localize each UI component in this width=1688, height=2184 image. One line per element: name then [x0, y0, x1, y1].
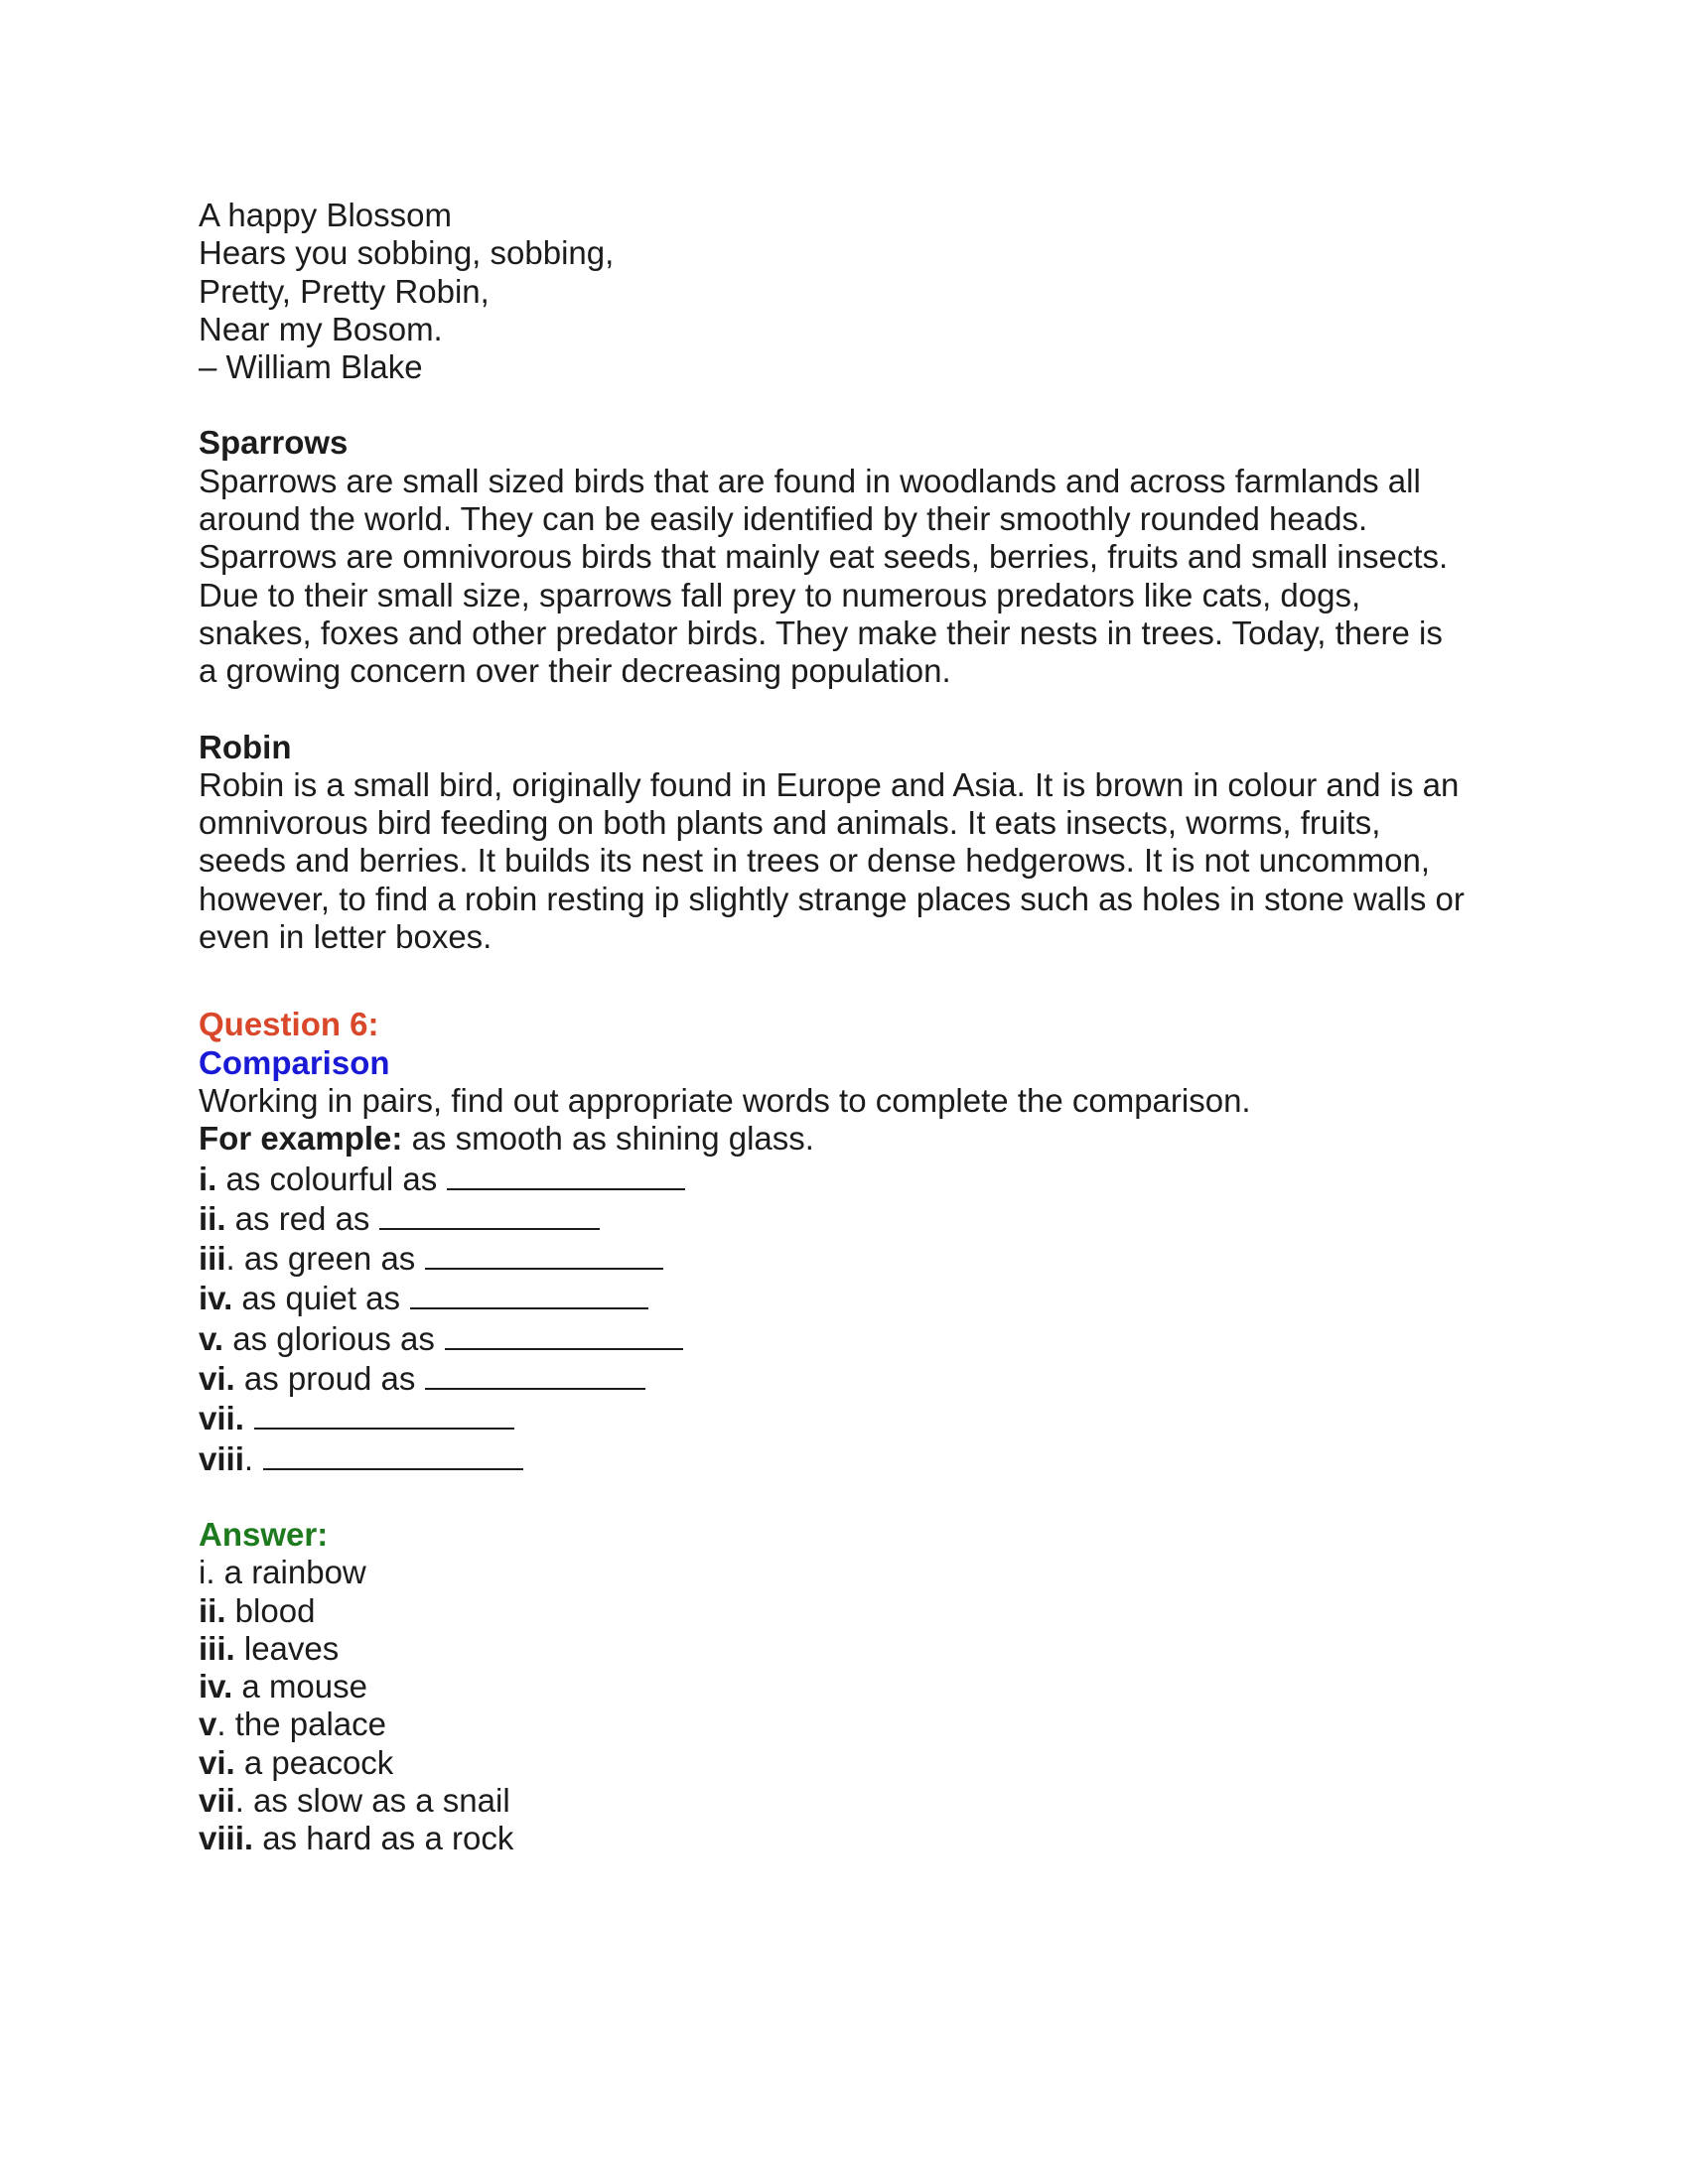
poem: [199, 197, 1509, 386]
question-item: [199, 1358, 1509, 1398]
answer-item: [199, 1630, 1509, 1668]
answer-blank[interactable]: [379, 1198, 600, 1230]
document-page: [199, 197, 1509, 1858]
paragraph-line: even in letter boxes.: [199, 918, 492, 956]
poem-line: A happy Blossom: [199, 197, 452, 233]
paragraph-line: Sparrows are omnivorous birds that mainly eat seeds, berries, fruits and small insects.: [199, 538, 1449, 576]
item-text: as quiet as: [232, 1280, 401, 1317]
answer-item: [199, 1744, 1509, 1782]
item-text: as colourful as: [216, 1160, 438, 1197]
question-item: [199, 1278, 1509, 1317]
item-number: vi.: [199, 1743, 235, 1781]
answer-blank[interactable]: [263, 1438, 523, 1470]
item-text: blood: [225, 1591, 316, 1629]
question-title: Comparison: [199, 1043, 390, 1081]
answer-item: [199, 1782, 1509, 1820]
question-item: [199, 1198, 1509, 1238]
item-text: as glorious as: [223, 1319, 435, 1357]
spacer: [199, 1478, 1509, 1516]
item-number: vi.: [199, 1360, 235, 1398]
answer-item: [199, 1668, 1509, 1706]
example-text: as smooth as shining glass.: [402, 1120, 814, 1158]
question-item: [199, 1398, 1509, 1437]
paragraph-line: however, to find a robin resting ip slightly strange places such as holes in stone walls or: [199, 880, 1465, 917]
paragraph-line: omnivorous bird feeding on both plants and animals. It eats insects, worms, fruits,: [199, 804, 1381, 842]
answer-blank[interactable]: [410, 1278, 648, 1309]
item-text: leaves: [234, 1629, 340, 1667]
item-number: vii.: [199, 1400, 244, 1437]
question-item: [199, 1318, 1509, 1358]
paragraph-line: seeds and berries. It builds its nest in trees or dense hedgerows. It is not uncommon,: [199, 842, 1430, 880]
item-text: a peacock: [234, 1743, 394, 1781]
item-text: as hard as a rock: [253, 1820, 514, 1857]
question-instruction: Working in pairs, find out appropriate words to complete the comparison.: [199, 1081, 1251, 1119]
answer-blank[interactable]: [447, 1159, 685, 1190]
question-item: [199, 1159, 1509, 1198]
poem-line: Hears you sobbing, sobbing,: [199, 234, 615, 272]
answer-blank[interactable]: [254, 1398, 514, 1430]
question-item: [199, 1238, 1509, 1278]
answer-blank[interactable]: [425, 1238, 663, 1270]
poem-attribution: – William Blake: [199, 348, 423, 386]
section-heading: Sparrows: [199, 424, 349, 462]
item-number: ii.: [199, 1199, 226, 1237]
example-line: [199, 1120, 1509, 1158]
item-number: iii.: [199, 1629, 235, 1667]
paragraph-line: snakes, foxes and other predator birds. They make their nests in trees. Today, there is: [199, 614, 1443, 651]
item-text: . as slow as a snail: [234, 1781, 510, 1819]
item-text: . the palace: [216, 1706, 386, 1743]
item-number: iv.: [199, 1668, 233, 1706]
item-text: i. a rainbow: [199, 1554, 366, 1591]
item-number: v.: [199, 1319, 224, 1357]
item-number: iii: [199, 1240, 226, 1278]
item-text: as red as: [225, 1199, 370, 1237]
paragraph-line: Robin is a small bird, originally found in Europe and Asia. It is brown in colour and is an: [199, 765, 1460, 803]
paragraph-line: Due to their small size, sparrows fall prey to numerous predators like cats, dogs,: [199, 576, 1361, 614]
item-number: ii.: [199, 1591, 226, 1629]
item-text: . as green as: [225, 1240, 416, 1278]
item-text: .: [243, 1439, 254, 1477]
answer-item: [199, 1820, 1509, 1857]
poem-line: Near my Bosom.: [199, 310, 443, 347]
item-text: a mouse: [232, 1668, 367, 1706]
item-number: v: [199, 1706, 217, 1743]
spacer: [199, 386, 1509, 424]
spacer: [199, 691, 1509, 729]
poem-line: Pretty, Pretty Robin,: [199, 272, 490, 310]
question-item: [199, 1438, 1509, 1478]
answer-item: [199, 1706, 1509, 1743]
question-section: [199, 1006, 1509, 1478]
answer-blank[interactable]: [425, 1358, 645, 1390]
answer-item: [199, 1592, 1509, 1630]
question-label: Question 6:: [199, 1006, 379, 1043]
item-text: as proud as: [234, 1360, 416, 1398]
item-number: i.: [199, 1160, 217, 1197]
sparrows-section: [199, 424, 1509, 690]
item-number: viii: [199, 1439, 244, 1477]
paragraph-line: a growing concern over their decreasing population.: [199, 652, 951, 690]
section-heading: Robin: [199, 728, 292, 765]
paragraph-line: around the world. They can be easily identified by their smoothly rounded heads.: [199, 500, 1368, 538]
example-label: For example:: [199, 1120, 403, 1158]
robin-section: [199, 729, 1509, 957]
answer-item: [199, 1554, 1509, 1591]
paragraph-line: Sparrows are small sized birds that are found in woodlands and across farmlands all: [199, 462, 1421, 499]
item-number: iv.: [199, 1280, 233, 1317]
spacer: [199, 994, 1509, 1006]
spacer: [199, 956, 1509, 994]
item-number: viii.: [199, 1820, 254, 1857]
item-number: vii: [199, 1781, 235, 1819]
answer-section: [199, 1516, 1509, 1858]
answer-label: Answer:: [199, 1515, 329, 1553]
answer-blank[interactable]: [445, 1318, 683, 1350]
